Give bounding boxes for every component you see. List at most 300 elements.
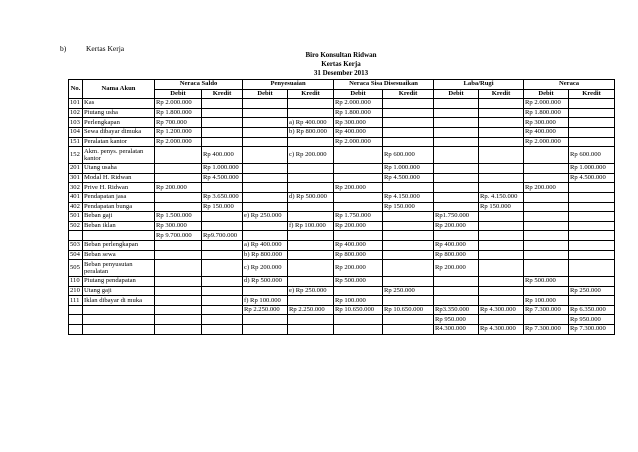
amount-cell xyxy=(383,183,434,193)
amount-cell xyxy=(569,137,615,147)
amount-cell: Rp 500.000 xyxy=(524,277,569,287)
amount-cell: Rp 250.000 xyxy=(569,286,615,296)
amount-cell xyxy=(383,137,434,147)
amount-cell: Rp 4.500.000 xyxy=(202,173,243,183)
amount-cell xyxy=(383,118,434,128)
amount-cell xyxy=(479,127,524,137)
account-number: 501 xyxy=(69,212,83,222)
account-number: 103 xyxy=(69,118,83,128)
amount-cell: Rp 300.000 xyxy=(524,118,569,128)
company-name: Biro Konsultan Ridwan xyxy=(305,51,377,59)
amount-cell: Rp 2.000.000 xyxy=(334,99,383,109)
amount-cell xyxy=(524,212,569,222)
amount-cell xyxy=(569,231,615,241)
amount-cell: Rp 250.000 xyxy=(383,286,434,296)
table-row xyxy=(69,99,615,109)
amount-cell: Rp 950.000 xyxy=(434,315,479,325)
amount-cell xyxy=(479,212,524,222)
account-number: 301 xyxy=(69,173,83,183)
amount-cell xyxy=(569,250,615,260)
amount-cell xyxy=(479,147,524,164)
amount-cell xyxy=(383,325,434,335)
amount-cell: Rp 400.000 xyxy=(202,147,243,164)
account-number: 101 xyxy=(69,99,83,109)
account-name: Perlengkapan xyxy=(83,118,155,128)
amount-cell xyxy=(434,202,479,212)
amount-cell xyxy=(434,296,479,306)
amount-cell: Rp 200.000 xyxy=(524,183,569,193)
table-row xyxy=(69,286,615,296)
account-name xyxy=(83,305,155,315)
amount-cell: Rp 7.300.000 xyxy=(524,325,569,335)
amount-cell xyxy=(155,305,202,315)
amount-cell xyxy=(243,192,288,202)
amount-cell: Rp 2.250.000 xyxy=(288,305,334,315)
account-name: Sewa dibayar dimuka xyxy=(83,127,155,137)
account-number: 151 xyxy=(69,137,83,147)
amount-cell xyxy=(569,127,615,137)
account-name: Pendapatan jasa xyxy=(83,192,155,202)
amount-cell xyxy=(383,240,434,250)
amount-cell: Rp 600.000 xyxy=(383,147,434,164)
account-name: Peralatan kantor xyxy=(83,137,155,147)
account-name: Utang usaha xyxy=(83,164,155,174)
amount-cell xyxy=(569,99,615,109)
amount-cell xyxy=(524,202,569,212)
amount-cell xyxy=(383,250,434,260)
table-row xyxy=(69,118,615,128)
table-row xyxy=(69,325,615,335)
account-number: 402 xyxy=(69,202,83,212)
amount-cell: Rp 2.250.000 xyxy=(243,305,288,315)
amount-cell xyxy=(479,173,524,183)
amount-cell xyxy=(155,277,202,287)
amount-cell: Rp 200.000 xyxy=(434,221,479,231)
amount-cell xyxy=(288,250,334,260)
amount-cell xyxy=(434,164,479,174)
account-number: 104 xyxy=(69,127,83,137)
col-debit: Debit xyxy=(434,89,479,99)
amount-cell: Rp 1.000.000 xyxy=(383,164,434,174)
amount-cell: d) Rp 500.000 xyxy=(288,192,334,202)
amount-cell: Rp 400.000 xyxy=(334,127,383,137)
amount-cell xyxy=(383,221,434,231)
amount-cell: Rp 700.000 xyxy=(155,118,202,128)
group-penyesuaian: Penyesuaian xyxy=(243,80,334,90)
amount-cell xyxy=(479,137,524,147)
table-row xyxy=(69,164,615,174)
amount-cell xyxy=(524,315,569,325)
amount-cell: Rp 100.000 xyxy=(524,296,569,306)
amount-cell xyxy=(479,221,524,231)
amount-cell xyxy=(202,277,243,287)
col-credit: Kredit xyxy=(479,89,524,99)
amount-cell xyxy=(569,192,615,202)
amount-cell xyxy=(243,315,288,325)
amount-cell xyxy=(334,164,383,174)
amount-cell xyxy=(524,260,569,277)
amount-cell: Rp 500.000 xyxy=(334,277,383,287)
table-row xyxy=(69,296,615,306)
amount-cell xyxy=(479,250,524,260)
col-credit: Kredit xyxy=(202,89,243,99)
amount-cell: Rp 4.300.000 xyxy=(479,305,524,315)
account-number xyxy=(69,315,83,325)
amount-cell: e) Rp 250.000 xyxy=(288,286,334,296)
amount-cell xyxy=(479,108,524,118)
amount-cell xyxy=(569,118,615,128)
amount-cell xyxy=(202,99,243,109)
amount-cell: Rp 150.000 xyxy=(383,202,434,212)
amount-cell xyxy=(243,231,288,241)
amount-cell: Rp 150.000 xyxy=(479,202,524,212)
amount-cell: Rp 2.000.000 xyxy=(524,99,569,109)
amount-cell xyxy=(479,240,524,250)
amount-cell xyxy=(569,221,615,231)
amount-cell xyxy=(569,260,615,277)
amount-cell xyxy=(288,240,334,250)
amount-cell xyxy=(334,315,383,325)
amount-cell: a) Rp 400.000 xyxy=(243,240,288,250)
col-account-header: Nama Akun xyxy=(83,80,155,99)
amount-cell: Rp 2.000.000 xyxy=(155,137,202,147)
account-name: Beban gaji xyxy=(83,212,155,222)
amount-cell: Rp 1.800.000 xyxy=(155,108,202,118)
table-row xyxy=(69,173,615,183)
amount-cell: Rp 4.150.000 xyxy=(383,192,434,202)
amount-cell: Rp 1.200.000 xyxy=(155,127,202,137)
amount-cell xyxy=(288,108,334,118)
amount-cell xyxy=(288,99,334,109)
account-name: Iklan dibayar di muka xyxy=(83,296,155,306)
col-credit: Kredit xyxy=(288,89,334,99)
table-row xyxy=(69,305,615,315)
amount-cell xyxy=(243,221,288,231)
amount-cell xyxy=(155,315,202,325)
amount-cell: Rp 4.500.000 xyxy=(569,173,615,183)
amount-cell xyxy=(243,137,288,147)
amount-cell: Rp 200.000 xyxy=(334,260,383,277)
amount-cell xyxy=(155,164,202,174)
amount-cell xyxy=(383,108,434,118)
worksheet-body xyxy=(69,99,615,334)
amount-cell: Rp 10.650.000 xyxy=(383,305,434,315)
amount-cell: R4.300.000 xyxy=(434,325,479,335)
amount-cell xyxy=(288,231,334,241)
amount-cell xyxy=(434,192,479,202)
account-number: 210 xyxy=(69,286,83,296)
amount-cell xyxy=(383,99,434,109)
amount-cell xyxy=(569,277,615,287)
amount-cell xyxy=(434,183,479,193)
table-row xyxy=(69,315,615,325)
amount-cell xyxy=(155,325,202,335)
amount-cell xyxy=(434,231,479,241)
amount-cell: Rp 1.750.000 xyxy=(334,212,383,222)
amount-cell: Rp 1.800.000 xyxy=(524,108,569,118)
amount-cell: Rp 2.000.000 xyxy=(155,99,202,109)
amount-cell xyxy=(202,108,243,118)
amount-cell xyxy=(479,277,524,287)
amount-cell xyxy=(434,118,479,128)
amount-cell xyxy=(288,183,334,193)
amount-cell xyxy=(334,325,383,335)
amount-cell xyxy=(243,127,288,137)
account-name: Piutang pendapatan xyxy=(83,277,155,287)
amount-cell xyxy=(434,147,479,164)
amount-cell xyxy=(288,315,334,325)
amount-cell: a) Rp 400.000 xyxy=(288,118,334,128)
amount-cell: Rp 400.000 xyxy=(524,127,569,137)
amount-cell xyxy=(334,192,383,202)
amount-cell xyxy=(202,118,243,128)
amount-cell: b) Rp 800.000 xyxy=(288,127,334,137)
amount-cell xyxy=(288,212,334,222)
amount-cell: Rp 200.000 xyxy=(334,221,383,231)
amount-cell xyxy=(155,296,202,306)
amount-cell xyxy=(288,202,334,212)
amount-cell xyxy=(524,250,569,260)
document-date: 31 Desember 2013 xyxy=(313,69,369,77)
amount-cell xyxy=(569,202,615,212)
amount-cell: Rp 300.000 xyxy=(334,118,383,128)
amount-cell xyxy=(434,108,479,118)
amount-cell: Rp 1.000.000 xyxy=(202,164,243,174)
amount-cell: Rp3.350.000 xyxy=(434,305,479,315)
amount-cell: Rp9.700.000 xyxy=(202,231,243,241)
amount-cell xyxy=(479,231,524,241)
amount-cell xyxy=(479,99,524,109)
table-row xyxy=(69,250,615,260)
amount-cell xyxy=(202,183,243,193)
amount-cell xyxy=(155,286,202,296)
amount-cell xyxy=(383,212,434,222)
amount-cell: Rp 4.300.000 xyxy=(479,325,524,335)
amount-cell xyxy=(155,173,202,183)
group-neraca: Neraca xyxy=(524,80,615,90)
account-number xyxy=(69,231,83,241)
group-neraca-saldo: Neraca Saldo xyxy=(155,80,243,90)
amount-cell xyxy=(243,202,288,212)
amount-cell: Rp 800.000 xyxy=(434,250,479,260)
amount-cell xyxy=(524,147,569,164)
amount-cell: Rp 300.000 xyxy=(155,221,202,231)
account-number xyxy=(69,305,83,315)
amount-cell xyxy=(434,173,479,183)
amount-cell xyxy=(155,192,202,202)
account-number: 401 xyxy=(69,192,83,202)
amount-cell xyxy=(288,277,334,287)
amount-cell: Rp 1.500.000 xyxy=(155,212,202,222)
amount-cell xyxy=(155,260,202,277)
amount-cell: Rp. 4.150.000 xyxy=(479,192,524,202)
account-name: Beban perlengkapan xyxy=(83,240,155,250)
account-name: Beban sewa xyxy=(83,250,155,260)
amount-cell: Rp 2.000.000 xyxy=(334,137,383,147)
amount-cell: Rp 6.350.000 xyxy=(569,305,615,315)
group-laba-rugi: Laba/Rugi xyxy=(434,80,524,90)
amount-cell xyxy=(288,173,334,183)
table-row xyxy=(69,277,615,287)
amount-cell xyxy=(288,164,334,174)
amount-cell xyxy=(524,231,569,241)
amount-cell xyxy=(202,212,243,222)
amount-cell xyxy=(288,325,334,335)
account-name xyxy=(83,231,155,241)
amount-cell xyxy=(334,286,383,296)
amount-cell xyxy=(479,296,524,306)
amount-cell xyxy=(243,108,288,118)
account-number: 110 xyxy=(69,277,83,287)
amount-cell: Rp 400.000 xyxy=(334,240,383,250)
amount-cell: c) Rp 200.000 xyxy=(288,147,334,164)
amount-cell: Rp 1.000.000 xyxy=(569,164,615,174)
amount-cell xyxy=(243,286,288,296)
amount-cell: Rp 100.000 xyxy=(334,296,383,306)
amount-cell xyxy=(243,164,288,174)
amount-cell: f) Rp 100.000 xyxy=(243,296,288,306)
amount-cell: Rp 150.000 xyxy=(202,202,243,212)
amount-cell xyxy=(524,164,569,174)
account-name: Modal H. Ridwan xyxy=(83,173,155,183)
account-number: 111 xyxy=(69,296,83,306)
table-row xyxy=(69,108,615,118)
table-row xyxy=(69,240,615,250)
amount-cell: f) Rp 100.000 xyxy=(288,221,334,231)
account-number: 505 xyxy=(69,260,83,277)
group-neraca-sisa: Neraca Sisa Disesuaikan xyxy=(334,80,434,90)
account-name: Kas xyxy=(83,99,155,109)
amount-cell: Rp 800.000 xyxy=(334,250,383,260)
amount-cell: e) Rp 250.000 xyxy=(243,212,288,222)
amount-cell xyxy=(524,286,569,296)
amount-cell: Rp 200.000 xyxy=(434,260,479,277)
amount-cell xyxy=(243,118,288,128)
account-number: 503 xyxy=(69,240,83,250)
amount-cell xyxy=(243,325,288,335)
amount-cell: Rp 200.000 xyxy=(334,183,383,193)
account-number: 201 xyxy=(69,164,83,174)
amount-cell xyxy=(334,173,383,183)
amount-cell xyxy=(202,260,243,277)
section-title: Kertas Kerja xyxy=(86,44,125,53)
amount-cell: d) Rp 500.000 xyxy=(243,277,288,287)
table-row xyxy=(69,137,615,147)
amount-cell: Rp 1.800.000 xyxy=(334,108,383,118)
document-title: Kertas Kerja xyxy=(321,60,361,68)
col-credit: Kredit xyxy=(569,89,615,99)
table-row xyxy=(69,221,615,231)
table-row xyxy=(69,202,615,212)
amount-cell xyxy=(479,315,524,325)
col-debit: Debit xyxy=(334,89,383,99)
amount-cell xyxy=(334,231,383,241)
amount-cell xyxy=(202,127,243,137)
col-debit: Debit xyxy=(155,89,202,99)
amount-cell: Rp 4.500.000 xyxy=(383,173,434,183)
amount-cell xyxy=(383,231,434,241)
amount-cell xyxy=(434,286,479,296)
amount-cell xyxy=(202,221,243,231)
amount-cell xyxy=(155,202,202,212)
amount-cell: Rp 3.650.000 xyxy=(202,192,243,202)
col-credit: Kredit xyxy=(383,89,434,99)
amount-cell xyxy=(383,127,434,137)
account-name: Pendapatan bunga xyxy=(83,202,155,212)
amount-cell: b) Rp 800.000 xyxy=(243,250,288,260)
amount-cell xyxy=(569,183,615,193)
amount-cell xyxy=(202,315,243,325)
account-number: 502 xyxy=(69,221,83,231)
account-number: 302 xyxy=(69,183,83,193)
amount-cell xyxy=(383,315,434,325)
amount-cell xyxy=(434,277,479,287)
amount-cell: Rp 9.700.000 xyxy=(155,231,202,241)
amount-cell xyxy=(334,147,383,164)
amount-cell xyxy=(243,99,288,109)
col-debit: Debit xyxy=(524,89,569,99)
account-name: Utang gaji xyxy=(83,286,155,296)
amount-cell xyxy=(202,325,243,335)
amount-cell: Rp 950.000 xyxy=(569,315,615,325)
amount-cell: Rp 10.650.000 xyxy=(334,305,383,315)
amount-cell xyxy=(155,250,202,260)
account-name: Akm. penys. peralatan kantor xyxy=(83,147,155,164)
col-debit: Debit xyxy=(243,89,288,99)
amount-cell xyxy=(524,173,569,183)
table-row xyxy=(69,260,615,277)
amount-cell xyxy=(383,277,434,287)
amount-cell xyxy=(243,147,288,164)
amount-cell xyxy=(569,212,615,222)
account-name xyxy=(83,325,155,335)
amount-cell: Rp 600.000 xyxy=(569,147,615,164)
amount-cell xyxy=(243,183,288,193)
amount-cell xyxy=(288,137,334,147)
account-name: Beban iklan xyxy=(83,221,155,231)
account-name: Prive H. Ridwan xyxy=(83,183,155,193)
table-row xyxy=(69,212,615,222)
table-row xyxy=(69,183,615,193)
amount-cell xyxy=(155,240,202,250)
amount-cell xyxy=(434,127,479,137)
amount-cell: c) Rp 200.000 xyxy=(243,260,288,277)
amount-cell xyxy=(202,137,243,147)
amount-cell xyxy=(383,260,434,277)
amount-cell xyxy=(243,173,288,183)
amount-cell: Rp1.750.000 xyxy=(434,212,479,222)
amount-cell xyxy=(479,286,524,296)
amount-cell xyxy=(202,286,243,296)
amount-cell: Rp 7.300.000 xyxy=(524,305,569,315)
amount-cell xyxy=(334,202,383,212)
amount-cell xyxy=(288,260,334,277)
amount-cell xyxy=(383,296,434,306)
amount-cell xyxy=(434,99,479,109)
amount-cell xyxy=(288,296,334,306)
amount-cell xyxy=(202,240,243,250)
amount-cell xyxy=(202,296,243,306)
account-name: Piutang usha xyxy=(83,108,155,118)
account-name: Beban penyusutan peralatan xyxy=(83,260,155,277)
amount-cell xyxy=(155,147,202,164)
table-row xyxy=(69,231,615,241)
amount-cell xyxy=(479,260,524,277)
table-row xyxy=(69,192,615,202)
worksheet-table xyxy=(68,79,615,335)
amount-cell xyxy=(569,240,615,250)
section-label: b) xyxy=(60,44,67,53)
